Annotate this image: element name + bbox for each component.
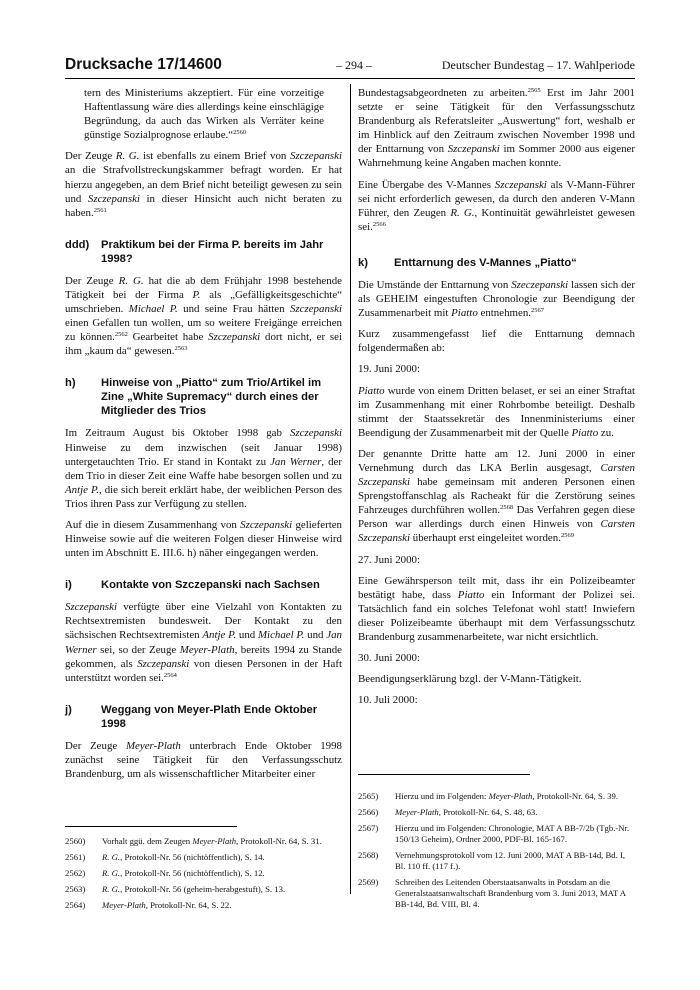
section-heading-i: i) Kontakte von Szczepanski nach Sachsen	[65, 579, 320, 592]
paragraph: Der Zeuge Meyer-Plath unterbrach Ende Oktober 1998 zunächst seine Tätigkeit für den Verfassungsschutz Brandenburg, um als wissenschaftlicher Mitarbeiter einer	[65, 739, 342, 780]
footnote: 2567) Hierzu und im Folgenden: Chronologie, MAT A BB-7/2b (Tgb.-Nr. 150/13 Geheim), Ordner 2000, PDF-Bl. 165-167.	[358, 823, 630, 844]
paragraph: Der Zeuge R. G. ist ebenfalls zu einem Brief von Szczepanski an die Strafvollstreckungskammer befragt worden. Er hat hierzu angegeben, an dem Brief nicht beteiligt gewesen zu sein und Szczepanski in dieser Hinsicht auch nicht beraten zu haben.$^{2561}$	[65, 150, 343, 219]
footnote: 2561) R. G., Protokoll-Nr. 56 (nichtöffentlich), S. 14.	[65, 852, 265, 862]
paragraph: Szczepanski verfügte über eine Vielzahl von Kontakten zu Rechtsextremisten bundesweit. Der Kontakt zu den sächsischen Rechtsextremisten Antje P. und Michael P. und Jan Werner sei, so der Zeuge Meyer-Plath, bereits 1994 zu Stande gekommen, als Szczepanski von diesen Personen in der Haft unterstützt worden sei.$^{2564}$	[65, 601, 343, 684]
paragraph: Im Zeitraum August bis Oktober 1998 gab Szczepanski Hinweise zu dem inzwischen (seit Januar 1998) untergetauchten Trio. Er stand in Kontakt zu Jan Werner, der dem Trio in dieser Zeit eine Waffe habe besorgen sollen und zu Antje P., die sich bereit erklärt habe, der weiblichen Person des Trios ihren Pass zur Verfügung zu stellen.	[65, 427, 343, 510]
section-heading-j: j) Weggang von Meyer-Plath Ende Oktober 1998	[65, 703, 318, 730]
paragraph: Auf die in diesem Zusammenhang von Szczepanski gelieferten Hinweise sowie auf die weiteren Folgen dieser Hinweise wird unten im Abschnitt E. III.6. h) näher eingegangen werden.	[65, 518, 343, 560]
paragraph: Eine Gewährsperson teilt mit, dass ihr ein Polizeibeamter bestätigt habe, dass Piatto ein Informant der Polizei sei. Tatsächlich fand ein solches Telefonat wohl statt! Inwiefern dieser Polizeibeamte überhaupt mit dem Verfassungsschutz Brandenburg zusammenarbeitete, war nicht ersichtlich.	[358, 574, 635, 643]
column-divider	[350, 84, 351, 894]
page-header	[65, 56, 635, 76]
right-column	[358, 86, 635, 714]
footnote-rule	[65, 826, 237, 827]
paragraph: Eine Übergabe des V-Mannes Szczepanski als V-Mann-Führer sei nicht erforderlich gewesen, da durch den anderen V-Mann Führer, den Zeugen R. G., Kontinuität gewährleistet gewesen sei.$^{2566}$	[358, 178, 635, 233]
date-label: 27. Juni 2000:	[358, 553, 421, 566]
left-column	[65, 86, 342, 788]
footnote: 2565) Hierzu und im Folgenden: Meyer-Plath, Protokoll-Nr. 64, S. 39.	[358, 791, 619, 801]
paragraph: Kurz zusammengefasst lief die Enttarnung demnach folgendermaßen ab:	[358, 328, 635, 355]
date-label: 30. Juni 2000:	[358, 652, 421, 665]
paragraph: Der Zeuge R. G. hat die ab dem Frühjahr 1998 bestehende Tätigkeit bei der Firma P. als „Gefälligkeitsgeschichte“ umschrieben. Michael P. und seine Frau hätten Szczepanski einen Gefallen tun wollen, um so weitere Freigänge erreichen zu können.$^{2562}$ Gearbeitet habe Szczepanski dort nicht, er sei ihm „kaum da“ gewesen.$^{2563}$	[65, 274, 342, 358]
footnote: 2560) Vorhalt ggü. dem Zeugen Meyer-Plath, Protokoll-Nr. 64, S. 31.	[65, 836, 322, 846]
left-footnotes	[65, 826, 342, 916]
footnote: 2566) Meyer-Plath, Protokoll-Nr. 64, S. 48, 63.	[358, 807, 538, 817]
paragraph: Piatto wurde von einem Dritten belaset, er sei an einer Straftat im Zusammenhang mit einer Rohrbombe beteiligt. Deshalb stimmt der Staatssekretär des Innenministeriums einer Beendigung der Zusammenarbeit mit der Quelle Piatto zu.	[358, 384, 635, 439]
document-number: Drucksache 17/14600	[65, 56, 222, 73]
header-rule	[65, 78, 635, 79]
section-heading-ddd: ddd) Praktikum bei der Firma P. bereits im Jahr 1998?	[65, 238, 324, 265]
paragraph: Die Umstände der Enttarnung von Szeczepanski lassen sich der als GEHEIM eingestuften Chronologie zur Beendigung der Zusammenarbeit mit Piatto entnehmen.$^{2567}$	[358, 278, 635, 320]
footnote-rule	[358, 774, 530, 775]
right-footnotes	[358, 774, 635, 915]
paragraph: Beendigungserklärung bzgl. der V-Mann-Tätigkeit.	[358, 673, 582, 686]
section-heading-h: h) Hinweise von „Piatto“ zum Trio/Artikel im Zine „White Supremacy“ durch eines der Mitglieder des Trios	[65, 377, 322, 418]
publisher-label: Deutscher Bundestag – 17. Wahlperiode	[441, 58, 635, 72]
paragraph: Der genannte Dritte hatte am 12. Juni 2000 in einer Vernehmung durch das LKA Berlin ausgesagt, Carsten Szczepanski habe gemeinsam mit anderen Personen einen Sprengstoffanschlag als Racheakt für die Zerstörung seines Fahrzeuges durchführen wollen.$^{2568}$ Das Verfahren gegen diese Person war allerdings durch einen Hinweis von Carsten Szczepanski überhaupt erst eingeleitet worden.$^{2569}$	[358, 447, 635, 545]
footnote: 2569) Schreiben des Leitenden Oberstaatsanwalts in Potsdam an die Generalstaatsanwaltschaft Brandenburg vom 3. Juni 2013, MAT A BB-14d, Bd. VIII, Bl. 4.	[358, 877, 626, 909]
date-label: 10. Juli 2000:	[358, 694, 418, 707]
paragraph: Bundestagsabgeordneten zu arbeiten.$^{2565}$ Erst im Jahr 2001 setzte er seine Tätigkeit für den Verfassungsschutz Brandenburg als Referatsleiter „Auswertung“ fort, weshalb er im Hinblick auf den Zeitraum zwischen November 1998 und der Enttarnung von Szczepanski im Sommer 2000 aus eigener Wahrnehmung keine Angaben machen konnte.	[358, 87, 635, 170]
footnote: 2563) R. G., Protokoll-Nr. 56 (geheim-herabgestuft), S. 13.	[65, 884, 286, 894]
block-quote: tern des Ministeriums akzeptiert. Für eine vorzeitige Haftentlassung wäre dies allerdings keine einschlägige Begründung, da auch das Wirken als Verräter keine günstige Sozialprognose erlaube.“$^{2560}$	[84, 87, 324, 142]
footnote: 2562) R. G., Protokoll-Nr. 56 (nichtöffentlich), S. 12.	[65, 868, 265, 878]
footnote: 2568) Vernehmungsprotokoll vom 12. Juni 2000, MAT A BB-14d, Bd. I, Bl. 110 ff. (117 f.).	[358, 850, 626, 871]
page-number: – 294 –	[336, 58, 372, 72]
footnote: 2564) Meyer-Plath, Protokoll-Nr. 64, S. 22.	[65, 900, 232, 910]
date-label: 19. Juni 2000:	[358, 363, 421, 376]
section-heading-k: k) Enttarnung des V-Mannes „Piatto“	[358, 256, 577, 269]
